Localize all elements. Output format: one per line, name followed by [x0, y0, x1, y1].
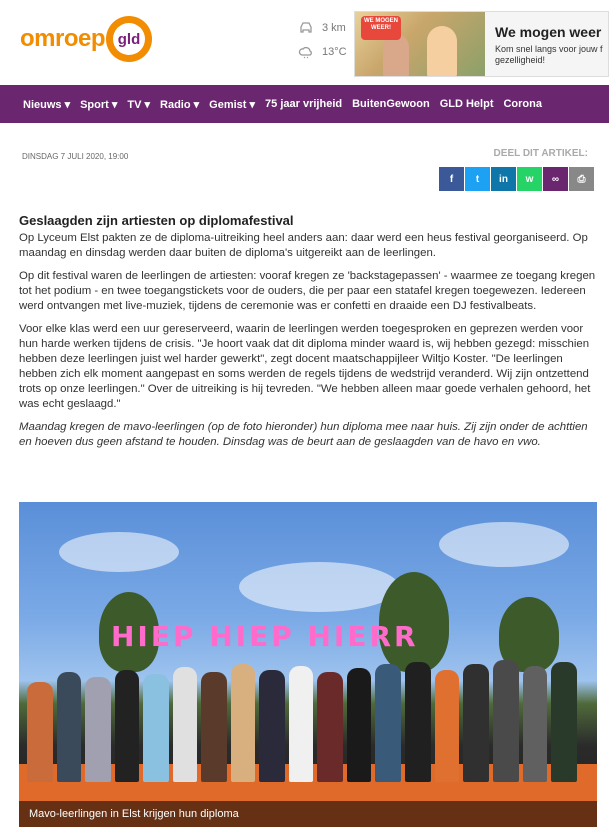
main-navigation: [0, 85, 609, 123]
ad-person-1: [383, 34, 409, 77]
person: [347, 668, 371, 782]
omroep-gld-logo[interactable]: [20, 14, 152, 64]
ad-title: We mogen weer: [495, 24, 602, 40]
person: [463, 664, 489, 782]
copy-link-button[interactable]: ∞: [543, 167, 568, 191]
person: [375, 664, 401, 782]
article-photo[interactable]: [19, 502, 597, 827]
cloud: [59, 532, 179, 572]
logo-badge-text: gld: [117, 30, 141, 48]
person: [143, 674, 169, 782]
traffic-row: [298, 18, 347, 38]
ad-text: [495, 44, 607, 66]
nav-item-corona[interactable]: Corona: [503, 98, 542, 110]
person: [115, 670, 139, 782]
person: [57, 672, 81, 782]
whatsapp-share-button[interactable]: w: [517, 167, 542, 191]
ad-badge: WE MOGEN WEER!: [361, 16, 401, 40]
cloud: [439, 522, 569, 567]
person: [317, 672, 343, 782]
person: [231, 664, 255, 782]
person: [85, 677, 111, 782]
person: [259, 670, 285, 782]
nav-item-gld-helpt[interactable]: GLD Helpt: [439, 98, 494, 110]
weather-widget[interactable]: [298, 18, 347, 66]
person: [435, 670, 459, 782]
article-paragraph: Op Lyceum Elst pakten ze de diploma-uitreiking heel anders aan: daar werd een heus festival georganiseerd. Op maandag en dinsdag werden daar buiten de diploma's uitgereikt aan de leerlingen.: [19, 232, 588, 259]
article-body: [19, 231, 597, 458]
share-buttons: [439, 167, 595, 191]
nav-item-sport[interactable]: Sport ▾: [80, 98, 118, 111]
person: [405, 662, 431, 782]
ad-text-line-1: Kom snel langs voor jouw f: [495, 44, 603, 54]
photo-caption: Mavo-leerlingen in Elst krijgen hun diploma: [19, 801, 597, 827]
nav-item-radio[interactable]: Radio ▾: [160, 98, 200, 111]
ad-text-line-2: gezelligheid!: [495, 55, 546, 65]
logo-badge: [106, 16, 152, 62]
nav-item-gemist[interactable]: Gemist ▾: [209, 98, 256, 111]
nav-item-75-jaar-vrijheid[interactable]: 75 jaar vrijheid: [265, 98, 343, 110]
temperature-value: 13°C: [322, 46, 347, 58]
print-button[interactable]: ⎙: [569, 167, 594, 191]
share-label: DEEL DIT ARTIKEL:: [493, 148, 588, 159]
ad-person-2: [427, 26, 457, 77]
article-title: Geslaagden zijn artiesten op diplomafestival: [19, 213, 294, 228]
article-date: DINSDAG 7 JULI 2020, 19:00: [22, 152, 129, 161]
nav-item-buitengewoon[interactable]: BuitenGewoon: [352, 98, 430, 110]
car-icon: [298, 21, 314, 35]
article-paragraph: Voor elke klas werd een uur gereserveerd, waarin de leerlingen werden toegesproken en geprezen werden voor hun harde werken tijdens de crisis. "Je hoort vaak dat dit diploma minder waard is, wij hebben gezegd: misschien hebben deze leerlingen juist wel harder gewerkt", zegt docent maatschappijleer Wiltjo Koster. "De leerlingen hebben zich elk moment aangepast en soms werden de regels tijdens de wedstrijd veranderd. Wij zijn ontzettend trots op onze leerlingen." Over de uitreiking is hij tevreden. "We hebben alleen maar goede verhalen gehoord, het was echt geslaagd.": [19, 323, 591, 410]
graduates-group: [19, 652, 597, 782]
nav-item-nieuws[interactable]: Nieuws ▾: [23, 98, 71, 111]
cloud: [239, 562, 399, 612]
cloud-icon: [298, 45, 314, 59]
person: [523, 666, 547, 782]
linkedin-share-button[interactable]: in: [491, 167, 516, 191]
person: [551, 662, 577, 782]
person: [493, 660, 519, 782]
facebook-share-button[interactable]: f: [439, 167, 464, 191]
person: [173, 667, 197, 782]
twitter-share-button[interactable]: t: [465, 167, 490, 191]
article-italic-paragraph: Maandag kregen de mavo-leerlingen (op de foto hieronder) hun diploma mee naar huis. Zij zijn onder de achttien en hoeven dus geen afstand te houden. Dinsdag was de beurt aan de geslaagden van de havo en vwo.: [19, 421, 588, 448]
nav-item-tv[interactable]: TV ▾: [127, 98, 151, 111]
advertisement-banner[interactable]: [354, 11, 609, 77]
person: [289, 666, 313, 782]
ad-image: [355, 12, 485, 77]
hiep-hiep-letters: HIEP HIEP HIERR: [111, 620, 419, 653]
traffic-value: 3 km: [322, 22, 346, 34]
article-paragraph: Op dit festival waren de leerlingen de artiesten: vooraf kregen ze 'backstagepassen' - waarmee ze toegang kregen tot het podium - en twee toegangstickets voor de ouders, die per paar een statafel kregen toegewezen. Iedereen werd ontvangen met live-muziek, tijdens de ceremonie was er confetti en draaide een DJ festivalbeats.: [19, 270, 596, 312]
person: [201, 672, 227, 782]
person: [27, 682, 53, 782]
logo-text: omroep: [20, 25, 106, 52]
temperature-row: [298, 42, 347, 62]
site-header: [0, 0, 609, 85]
